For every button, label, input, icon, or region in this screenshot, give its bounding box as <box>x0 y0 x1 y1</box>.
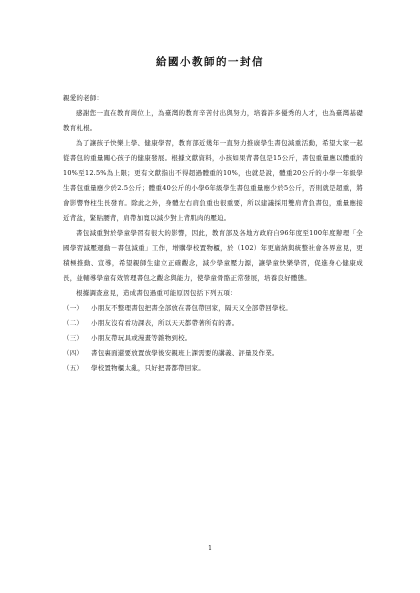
list-item-text: 小朋友不整理書包把書全部放在書包帶回家，隔天又全部帶回學校。 <box>91 304 292 312</box>
paragraph-gratitude: 感謝您一直在教育崗位上，為臺灣的教育辛苦付出與努力，培養許多優秀的人才，也為臺灣基礎教育札根。 <box>63 109 363 132</box>
paragraph-survey-intro: 根據調查意見，造成書包過重可能原因包括下列五項： <box>76 289 237 297</box>
list-item <box>63 346 363 361</box>
list-item-number: （四） <box>63 349 84 357</box>
list-item-text: 小朋友帶玩具或漫畫等雜物到校。 <box>91 334 192 342</box>
list-item <box>63 316 363 331</box>
list-item-text: 小朋友沒有看功課表，所以天天都帶著所有的書。 <box>91 319 239 327</box>
list-item <box>63 361 363 376</box>
list-item-number: （二） <box>63 319 84 327</box>
paragraph-ministry-actions: 書包減重對於學童學習有很大的影響，因此，教育部及各地方政府自96年度至100年度辦理「全國學習減壓運動－書包減重」工作，增購學校置物櫃，於（102）年更廣納與統整社會各界意見，更積極推動、宣導，希望親師生建立正確觀念，減少學童壓力源，讓學童快樂學習，促進身心健康成長，並輔導學童有效管理書包之觀念與能力，使學童骨骼正常發展，培養良好體態。 <box>63 229 363 282</box>
list-item-text: 書包裏面還要放置放學後安親班上課需要的講義、評量及作業。 <box>91 349 279 357</box>
list-item <box>63 301 363 316</box>
list-item <box>63 331 363 346</box>
letter-title: 給國小教師的一封信 <box>156 56 264 68</box>
salutation: 親愛的老師： <box>63 94 104 102</box>
page-number: 1 <box>208 545 212 552</box>
list-item-number: （三） <box>63 334 84 342</box>
letter-body <box>63 91 363 376</box>
list-item-text: 學校置物櫃太亂，只好把書都帶回家。 <box>91 364 205 372</box>
list-item-number: （五） <box>63 364 84 372</box>
reasons-list <box>63 301 363 376</box>
list-item-number: （一） <box>63 304 84 312</box>
paragraph-weight-guidelines: 為了讓孩子快樂上學、健康學習，教育部近幾年一直努力推廣學生書包減重活動，希望大家一起從書包的重量關心孩子的健康發展。根據文獻資料，小孩如果背書包是15公斤，書包重量應以體重的10%至12.5%為上限；更有文獻指出不得超過體重的10%，也就是說，體重20公斤的小學一年級學生書包重量應少於2.5公斤；體重40公斤的小學6年級學生書包重量應少於5公斤，否則就是超重，將會影響脊柱生長發育。除此之外，身體左右肩負重也很重要，所以建議採用雙肩背負書包，重量應接近背盆，緊貼腰背，肩帶加寬以減少對上背肌肉的壓迫。 <box>63 139 363 222</box>
